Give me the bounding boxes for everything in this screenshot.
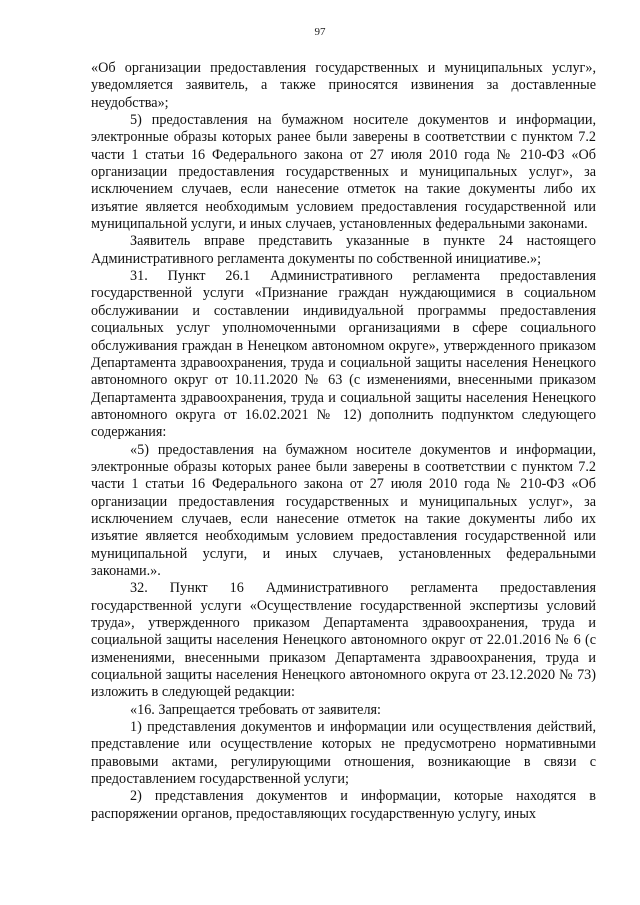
paragraph-continuation: «Об организации предоставления государственных и муниципальных услуг», уведомляется заявитель, а также приносятся извинения за доставленные неудобства»; <box>91 60 596 111</box>
paragraph-item-16-intro: «16. Запрещается требовать от заявителя: <box>130 701 381 718</box>
paragraph-applicant-right: Заявитель вправе представить указанные в пункте 24 настоящего Административного регламента документы по собственной инициативе.»; <box>91 233 596 267</box>
paragraph-item-5-paper: 5) предоставления на бумажном носителе документов и информации, электронные образы которых ранее были заверены в соответствии с пунктом 7.2 части 1 статьи 16 Федерального закона от 27 июля 2010 года № 210-ФЗ «Об организации предоставления государственных и муниципальных услуг», за исключением случаев, если нанесение отметок на такие документы либо их изъятие является необходимым условием предоставления государственной или муниципальной услуги, и иных случаев, установленных федеральными законами. <box>91 112 596 233</box>
paragraph-item-31-quote: «5) предоставления на бумажном носителе документов и информации, электронные образы которых ранее были заверены в соответствии с пунктом 7.2 части 1 статьи 16 Федерального закона от 27 июля 2010 года № 210-ФЗ «Об организации предоставления государственных и муниципальных услуг», за исключением случаев, если нанесение отметок на такие документы либо их изъятие является необходимым условием предоставления государственной или муниципальной услуги, и иных случаев, установленных федеральными законами.». <box>91 441 596 579</box>
paragraph-item-16-1: 1) представления документов и информации или осуществления действий, представление или осуществление которых не предусмотрено нормативными правовыми актами, регулирующими отношения, возникающие в связи с предоставлением государственной услуги; <box>91 719 596 788</box>
paragraph-item-16-2: 2) представления документов и информации, которые находятся в распоряжении органов, предоставляющих государственную услугу, иных <box>91 788 596 822</box>
page-number: 97 <box>314 26 326 38</box>
paragraph-item-32: 32. Пункт 16 Административного регламента предоставления государственной услуги «Осуществление государственной экспертизы условий труда», утвержденного приказом Департамента здравоохранения, труда и социальной защиты населения Ненецкого автономного округ от 22.01.2016 № 6 (с изменениями, внесенными приказом Департамента здравоохранения, труда и социальной защиты населения Ненецкого автономного округа от 23.12.2020 № 73) изложить в следующей редакции: <box>91 580 596 701</box>
document-body <box>91 60 596 823</box>
paragraph-item-31: 31. Пункт 26.1 Административного регламента предоставления государственной услуги «Признание граждан нуждающимися в социальном обслуживании и составлении индивидуальной программы предоставления социальных услуг уполномоченными организациями в сфере социального обслуживания граждан в Ненецком автономном округе», утвержденного приказом Департамента здравоохранения, труда и социальной защиты населения Ненецкого автономного округ от 10.11.2020 № 63 (с изменениями, внесенными приказом Департамента здравоохранения, труда и социальной защиты населения Ненецкого автономного округа от 16.02.2021 № 12) дополнить подпунктом следующего содержания: <box>91 268 596 441</box>
